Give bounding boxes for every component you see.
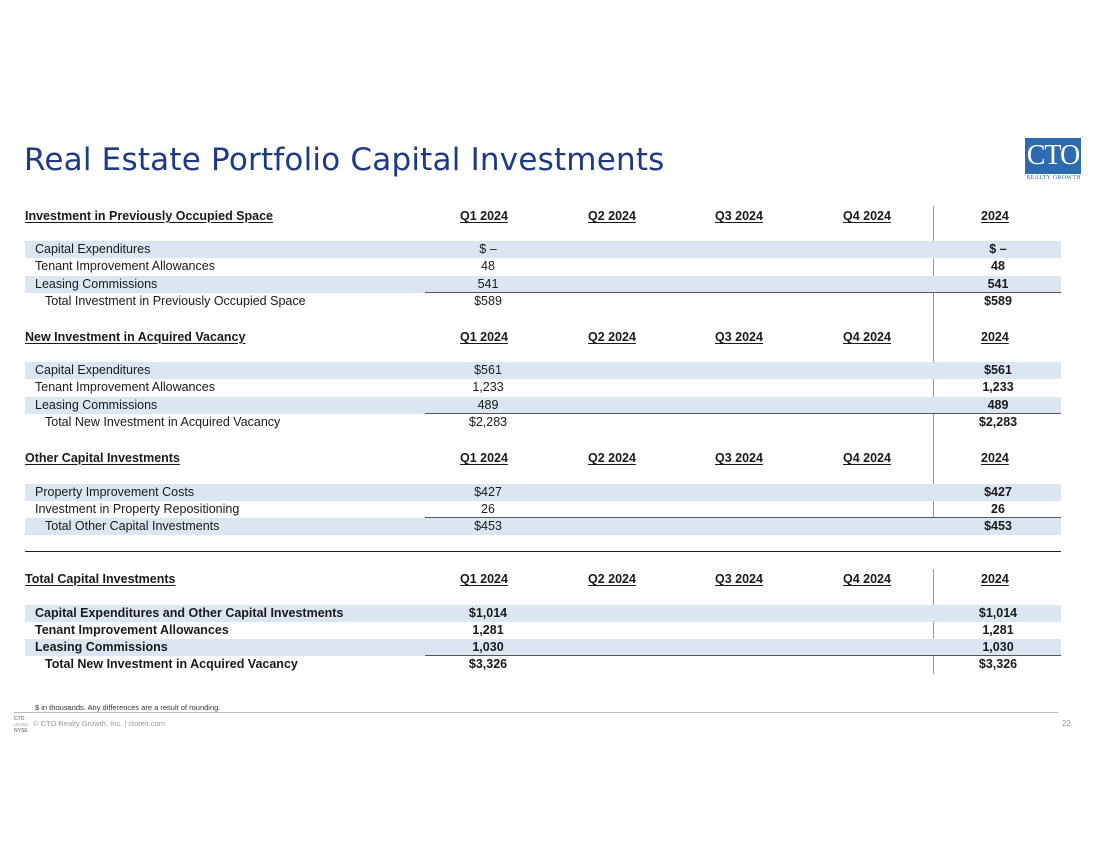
- column-header-q1: Q1 2024: [460, 330, 508, 344]
- nyse-mark-line: NYSE: [14, 728, 28, 734]
- row-q1-value: 1,281: [472, 623, 504, 637]
- column-header-q2: Q2 2024: [588, 451, 636, 465]
- row-q1-value: $ –: [479, 242, 497, 256]
- row-q1-value: $3,326: [468, 657, 508, 671]
- row-label: Tenant Improvement Allowances: [35, 259, 215, 273]
- column-header-annual: 2024: [981, 572, 1009, 586]
- row-label: Leasing Commissions: [35, 640, 168, 654]
- nyse-mark-line: CTO: [14, 716, 25, 722]
- section-title: Total Capital Investments: [25, 572, 176, 586]
- column-header-annual: 2024: [981, 330, 1009, 344]
- row-label: Total Investment in Previously Occupied Space: [45, 294, 306, 308]
- row-q1-value: 26: [481, 502, 495, 516]
- nyse-listed-logo: [14, 716, 28, 734]
- section-header: [25, 451, 1061, 469]
- column-header-q2: Q2 2024: [588, 330, 636, 344]
- table-row: [25, 639, 1061, 656]
- row-q1-value: 1,030: [472, 640, 504, 654]
- table-row-total: [25, 414, 1061, 431]
- row-annual-value: 489: [987, 398, 1009, 412]
- table-row: [25, 379, 1061, 396]
- logo-mark: CTO: [1025, 138, 1081, 174]
- row-label: Investment in Property Repositioning: [35, 502, 240, 516]
- table-row: [25, 605, 1061, 622]
- row-annual-value: $589: [984, 294, 1012, 308]
- row-label: Tenant Improvement Allowances: [35, 380, 215, 394]
- row-annual-value: $2,283: [978, 415, 1018, 429]
- section-title: Other Capital Investments: [25, 451, 180, 465]
- row-label: Tenant Improvement Allowances: [35, 623, 229, 637]
- row-annual-value: $3,326: [978, 657, 1018, 671]
- row-annual-value: 541: [987, 277, 1009, 291]
- footer-rule: [14, 712, 1058, 713]
- row-label: Capital Expenditures and Other Capital Investments: [35, 606, 344, 620]
- row-label: Property Improvement Costs: [35, 485, 195, 499]
- table-row-total: [25, 518, 1061, 535]
- column-header-q3: Q3 2024: [715, 330, 763, 344]
- column-header-q4: Q4 2024: [843, 572, 891, 586]
- column-header-q3: Q3 2024: [715, 451, 763, 465]
- row-q1-value: $1,014: [468, 606, 508, 620]
- section-header: [25, 209, 1061, 227]
- column-header-annual: 2024: [981, 209, 1009, 223]
- row-label: Leasing Commissions: [35, 277, 158, 291]
- column-header-q4: Q4 2024: [843, 330, 891, 344]
- footnote: $ in thousands. Any differences are a result of rounding.: [35, 703, 221, 712]
- table-row: [25, 397, 1061, 414]
- section-title: New Investment in Acquired Vacancy: [25, 330, 246, 344]
- page-title: Real Estate Portfolio Capital Investments: [24, 142, 665, 178]
- row-q1-value: 541: [477, 277, 499, 291]
- row-q1-value: $2,283: [468, 415, 508, 429]
- table-row: [25, 362, 1061, 379]
- row-q1-value: $589: [474, 294, 502, 308]
- row-annual-value: 1,281: [982, 623, 1014, 637]
- row-annual-value: 1,233: [982, 380, 1014, 394]
- table-row: [25, 484, 1061, 501]
- row-label: Capital Expenditures: [35, 363, 151, 377]
- row-annual-value: 48: [991, 259, 1005, 273]
- table-row: [25, 622, 1061, 639]
- column-header-annual: 2024: [981, 451, 1009, 465]
- row-annual-value: $ –: [989, 242, 1007, 256]
- nyse-mark-line: LISTED: [14, 722, 29, 727]
- row-annual-value: 1,030: [982, 640, 1014, 654]
- table-row-total: [25, 293, 1061, 310]
- row-annual-value: $453: [984, 519, 1012, 533]
- table-row-total: [25, 656, 1061, 673]
- column-header-q2: Q2 2024: [588, 209, 636, 223]
- table-row: [25, 258, 1061, 275]
- row-annual-value: $1,014: [978, 606, 1018, 620]
- table-row: [25, 501, 1061, 518]
- row-label: Total New Investment in Acquired Vacancy: [45, 415, 281, 429]
- page-number: 22: [1062, 719, 1071, 728]
- column-header-q3: Q3 2024: [715, 209, 763, 223]
- section-header: [25, 330, 1061, 348]
- row-q1-value: 48: [481, 259, 495, 273]
- row-q1-value: 489: [477, 398, 499, 412]
- row-label: Leasing Commissions: [35, 398, 158, 412]
- section-header: [25, 572, 1061, 590]
- table-row: [25, 241, 1061, 258]
- section-divider: [25, 551, 1061, 552]
- column-header-q4: Q4 2024: [843, 209, 891, 223]
- column-header-q1: Q1 2024: [460, 572, 508, 586]
- row-q1-value: $561: [474, 363, 502, 377]
- column-header-q3: Q3 2024: [715, 572, 763, 586]
- company-logo: [1025, 138, 1081, 181]
- column-header-q1: Q1 2024: [460, 209, 508, 223]
- column-header-q4: Q4 2024: [843, 451, 891, 465]
- row-q1-value: $427: [474, 485, 502, 499]
- column-header-q1: Q1 2024: [460, 451, 508, 465]
- row-q1-value: $453: [474, 519, 502, 533]
- row-annual-value: $427: [984, 485, 1012, 499]
- column-header-q2: Q2 2024: [588, 572, 636, 586]
- row-q1-value: 1,233: [472, 380, 504, 394]
- logo-subtext: REALTY GROWTH: [1026, 175, 1081, 181]
- copyright-text: © CTO Realty Growth, Inc. | ctoreit.com: [33, 719, 165, 728]
- row-annual-value: $561: [984, 363, 1012, 377]
- table-row: [25, 276, 1061, 293]
- row-label: Total Other Capital Investments: [45, 519, 220, 533]
- row-label: Total New Investment in Acquired Vacancy: [45, 657, 298, 671]
- row-annual-value: 26: [991, 502, 1005, 516]
- row-label: Capital Expenditures: [35, 242, 151, 256]
- section-title: Investment in Previously Occupied Space: [25, 209, 274, 223]
